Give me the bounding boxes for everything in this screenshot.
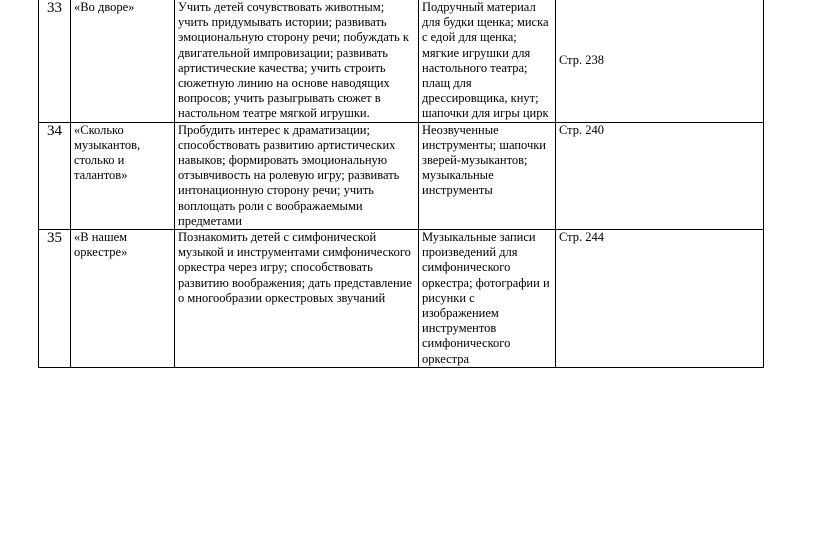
lesson-goal: Пробудить интерес к драматизации; способствовать развитию артистических навыков; формировать эмоциональную отзывчивость на ролевую игру; развивать интонационную сторону речи; учить воплощать роли с воображаемыми предметами	[175, 122, 419, 229]
page-reference: Стр. 244	[556, 230, 764, 368]
lesson-title: «Сколько музыкантов, столько и талантов»	[71, 122, 175, 229]
lesson-title: «Во дворе»	[71, 0, 175, 122]
lesson-goal: Познакомить детей с симфонической музыкой и инструментами симфонического оркестра через игру; способствовать развитию воображения; дать представление о многообразии оркестровых звучаний	[175, 230, 419, 368]
row-number: 34	[39, 122, 71, 229]
page-reference: Стр. 240	[556, 122, 764, 229]
row-number: 33	[39, 0, 71, 122]
lesson-material: Подручный материал для будки щенка; миска с едой для щенка; мягкие игрушки для настольного театра; плащ для дрессировщика, кнут; шапочки для игры цирк	[419, 0, 556, 122]
table-row-35	[39, 230, 764, 368]
lesson-material: Неозвученные инструменты; шапочки зверей-музыкантов; музыкальные инструменты	[419, 122, 556, 229]
table-row-34	[39, 122, 764, 229]
lesson-goal: Учить детей сочувствовать животным; учить придумывать истории; развивать эмоциональную сторону речи; побуждать к двигательной импровизации; развивать артистические качества; учить строить сюжетную линию на основе наводящих вопросов; учить разыгрывать сюжет в настольном театре мягкой игрушки.	[175, 0, 419, 122]
lesson-title: «В нашем оркестре»	[71, 230, 175, 368]
lesson-plan-table	[38, 0, 764, 368]
table-row-33	[39, 0, 764, 122]
page-reference: Стр. 238	[556, 0, 764, 122]
lesson-material: Музыкальные записи произведений для симфонического оркестра; фотографии и рисунки с изображением инструментов симфонического оркестра	[419, 230, 556, 368]
row-number: 35	[39, 230, 71, 368]
